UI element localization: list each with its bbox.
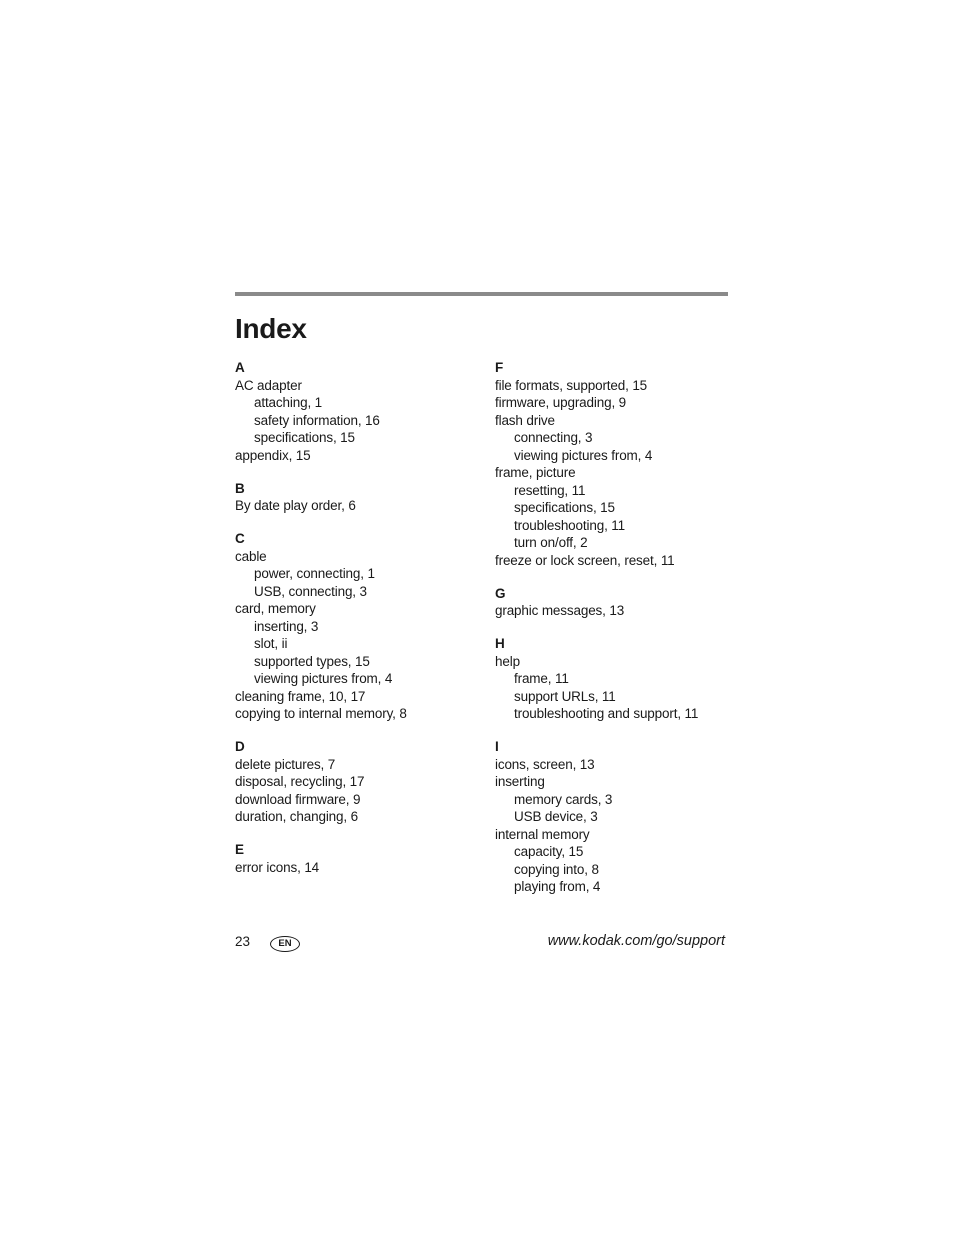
header-rule [235, 292, 728, 296]
index-subentry: copying into, 8 [514, 861, 599, 877]
index-section-e [235, 841, 475, 876]
index-section-a [235, 359, 475, 464]
index-subentry: inserting, 3 [254, 618, 319, 634]
section-letter: F [495, 360, 504, 375]
index-entry: graphic messages, 13 [495, 603, 625, 618]
index-entry: duration, changing, 6 [235, 809, 358, 824]
index-entry: icons, screen, 13 [495, 756, 595, 772]
index-subentry: memory cards, 3 [514, 791, 613, 807]
section-letter: I [495, 739, 499, 754]
index-subentry: USB device, 3 [514, 809, 598, 824]
index-section-d [235, 738, 475, 826]
index-entry: internal memory [495, 826, 590, 842]
index-entry: error icons, 14 [235, 859, 320, 875]
page-title: Index [235, 313, 307, 344]
index-entry: flash drive [495, 412, 555, 428]
index-subentry: viewing pictures from, 4 [514, 447, 653, 463]
index-section-c [235, 530, 475, 723]
index-entry: firmware, upgrading, 9 [495, 395, 627, 410]
index-entry: cleaning frame, 10, 17 [235, 688, 366, 704]
index-entry: file formats, supported, 15 [495, 377, 648, 393]
index-subentry: playing from, 4 [514, 879, 601, 894]
index-section-h [495, 635, 735, 723]
index-entry: inserting [495, 774, 545, 789]
index-entry: card, memory [235, 601, 316, 616]
index-column-right [495, 359, 735, 896]
index-subentry: specifications, 15 [514, 500, 615, 515]
section-letter: A [235, 360, 245, 375]
language-badge: EN [270, 936, 300, 952]
index-section-i [495, 738, 735, 896]
index-subentry: supported types, 15 [254, 653, 370, 669]
index-subentry: specifications, 15 [254, 430, 355, 445]
index-subentry: safety information, 16 [254, 412, 380, 428]
index-subentry: troubleshooting and support, 11 [514, 706, 699, 721]
index-subentry: viewing pictures from, 4 [254, 671, 393, 686]
index-subentry: power, connecting, 1 [254, 566, 375, 581]
index-subentry: attaching, 1 [254, 395, 323, 410]
section-letter: G [495, 585, 506, 601]
index-entry: appendix, 15 [235, 447, 311, 463]
section-letter: H [495, 636, 505, 651]
index-section-f [495, 359, 735, 569]
index-subentry: slot, ii [254, 636, 288, 651]
index-section-g [495, 585, 735, 620]
section-letter: B [235, 480, 245, 496]
index-section-b [235, 480, 475, 515]
index-subentry: resetting, 11 [514, 482, 586, 498]
index-entry: help [495, 653, 520, 669]
index-column-left [235, 359, 475, 876]
index-entry: download firmware, 9 [235, 791, 361, 807]
index-subentry: frame, 11 [514, 671, 569, 686]
index-subentry: turn on/off, 2 [514, 535, 588, 550]
index-entry: disposal, recycling, 17 [235, 774, 365, 789]
index-entry: copying to internal memory, 8 [235, 706, 407, 721]
section-letter: C [235, 531, 245, 546]
index-subentry: support URLs, 11 [514, 688, 616, 704]
index-subentry: USB, connecting, 3 [254, 583, 367, 599]
section-letter: D [235, 739, 245, 754]
index-subentry: connecting, 3 [514, 430, 593, 445]
index-subentry: troubleshooting, 11 [514, 517, 625, 533]
index-entry: cable [235, 548, 267, 564]
page-number: 23 [235, 934, 251, 949]
index-subentry: capacity, 15 [514, 844, 584, 859]
index-entry: freeze or lock screen, reset, 11 [495, 552, 675, 568]
support-url: www.kodak.com/go/support [547, 933, 725, 949]
section-letter: E [235, 842, 245, 857]
index-entry: delete pictures, 7 [235, 756, 336, 772]
index-entry: By date play order, 6 [235, 498, 356, 513]
index-entry: frame, picture [495, 465, 576, 480]
index-entry: AC adapter [235, 377, 302, 393]
